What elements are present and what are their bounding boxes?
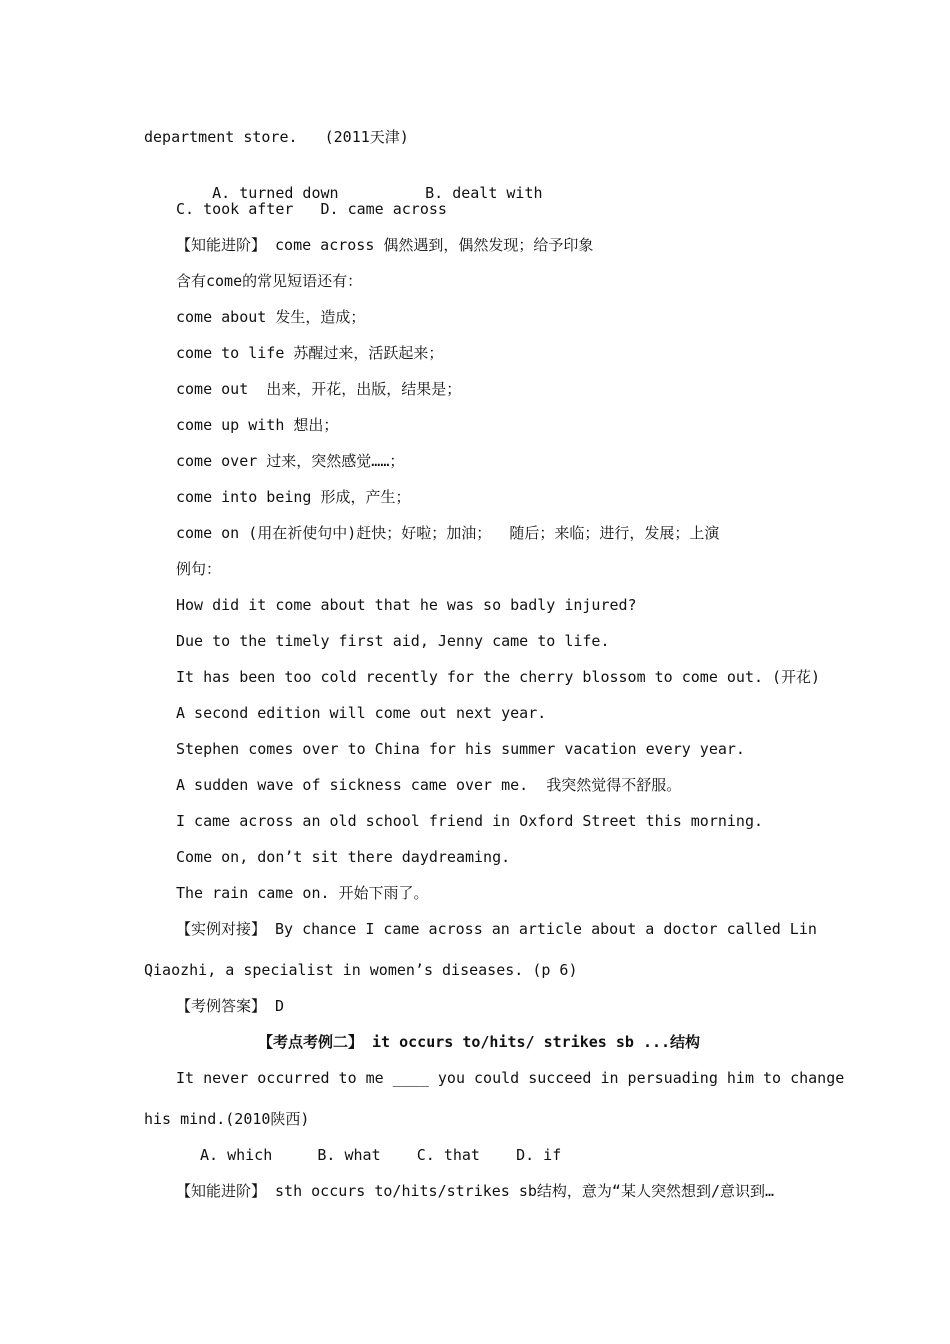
option-line: A. which B. what C. that D. if [200, 1146, 562, 1164]
section-heading: 【知能进阶】 come across 偶然遇到，偶然发现；给予印象 [176, 236, 594, 254]
example-sentence: A sudden wave of sickness came over me. 我突然觉得不舒服。 [176, 776, 682, 794]
phrase-line: come to life 苏醒过来，活跃起来； [176, 344, 444, 362]
example-sentence: The rain came on. 开始下雨了。 [176, 884, 429, 902]
example-sentence: How did it come about that he was so badly injured? [176, 596, 637, 614]
example-sentence: Come on, don’t sit there daydreaming. [176, 848, 511, 866]
option-b: B. dealt with [425, 184, 543, 202]
example-sentence: It has been too cold recently for the cherry blossom to come out. (开花) [176, 668, 821, 686]
text-line: Qiaozhi, a specialist in women’s diseases. (p 6) [144, 961, 578, 979]
text-line: department store. (2011天津) [144, 128, 409, 146]
phrase-line: come into being 形成，产生； [176, 488, 411, 506]
phrase-line: come up with 想出； [176, 416, 339, 434]
phrase-line: come about 发生，造成； [176, 308, 366, 326]
phrase-line: come out 出来，开花，出版，结果是； [176, 380, 462, 398]
section-heading: 【知能进阶】 sth occurs to/hits/strikes sb结构，意为“某人突然想到/意识到… [176, 1182, 775, 1200]
option-line: C. took after D. came across [176, 200, 447, 218]
example-sentence: I came across an old school friend in Oxford Street this morning. [176, 812, 763, 830]
option-a: A. turned down [212, 184, 339, 202]
phrase-line: come on (用在祈使句中)赶快；好啦；加油； 随后；来临；进行，发展；上演 [176, 524, 720, 542]
section-heading: 【实例对接】 By chance I came across an article about a doctor called Lin [176, 920, 817, 938]
question-text: It never occurred to me ____ you could succeed in persuading him to change [176, 1069, 845, 1087]
text-line: 含有come的常见短语还有： [176, 272, 363, 290]
example-sentence: Stephen comes over to China for his summer vacation every year. [176, 740, 745, 758]
section-title: 【考点考例二】 it occurs to/hits/ strikes sb ...结构 [258, 1033, 701, 1051]
phrase-line: come over 过来，突然感觉……； [176, 452, 405, 470]
example-sentence: Due to the timely first aid, Jenny came to life. [176, 632, 610, 650]
question-text: his mind.(2010陕西) [144, 1110, 310, 1128]
text-line: 例句： [176, 560, 222, 578]
example-sentence: A second edition will come out next year. [176, 704, 547, 722]
answer-line: 【考例答案】 D [176, 997, 285, 1015]
